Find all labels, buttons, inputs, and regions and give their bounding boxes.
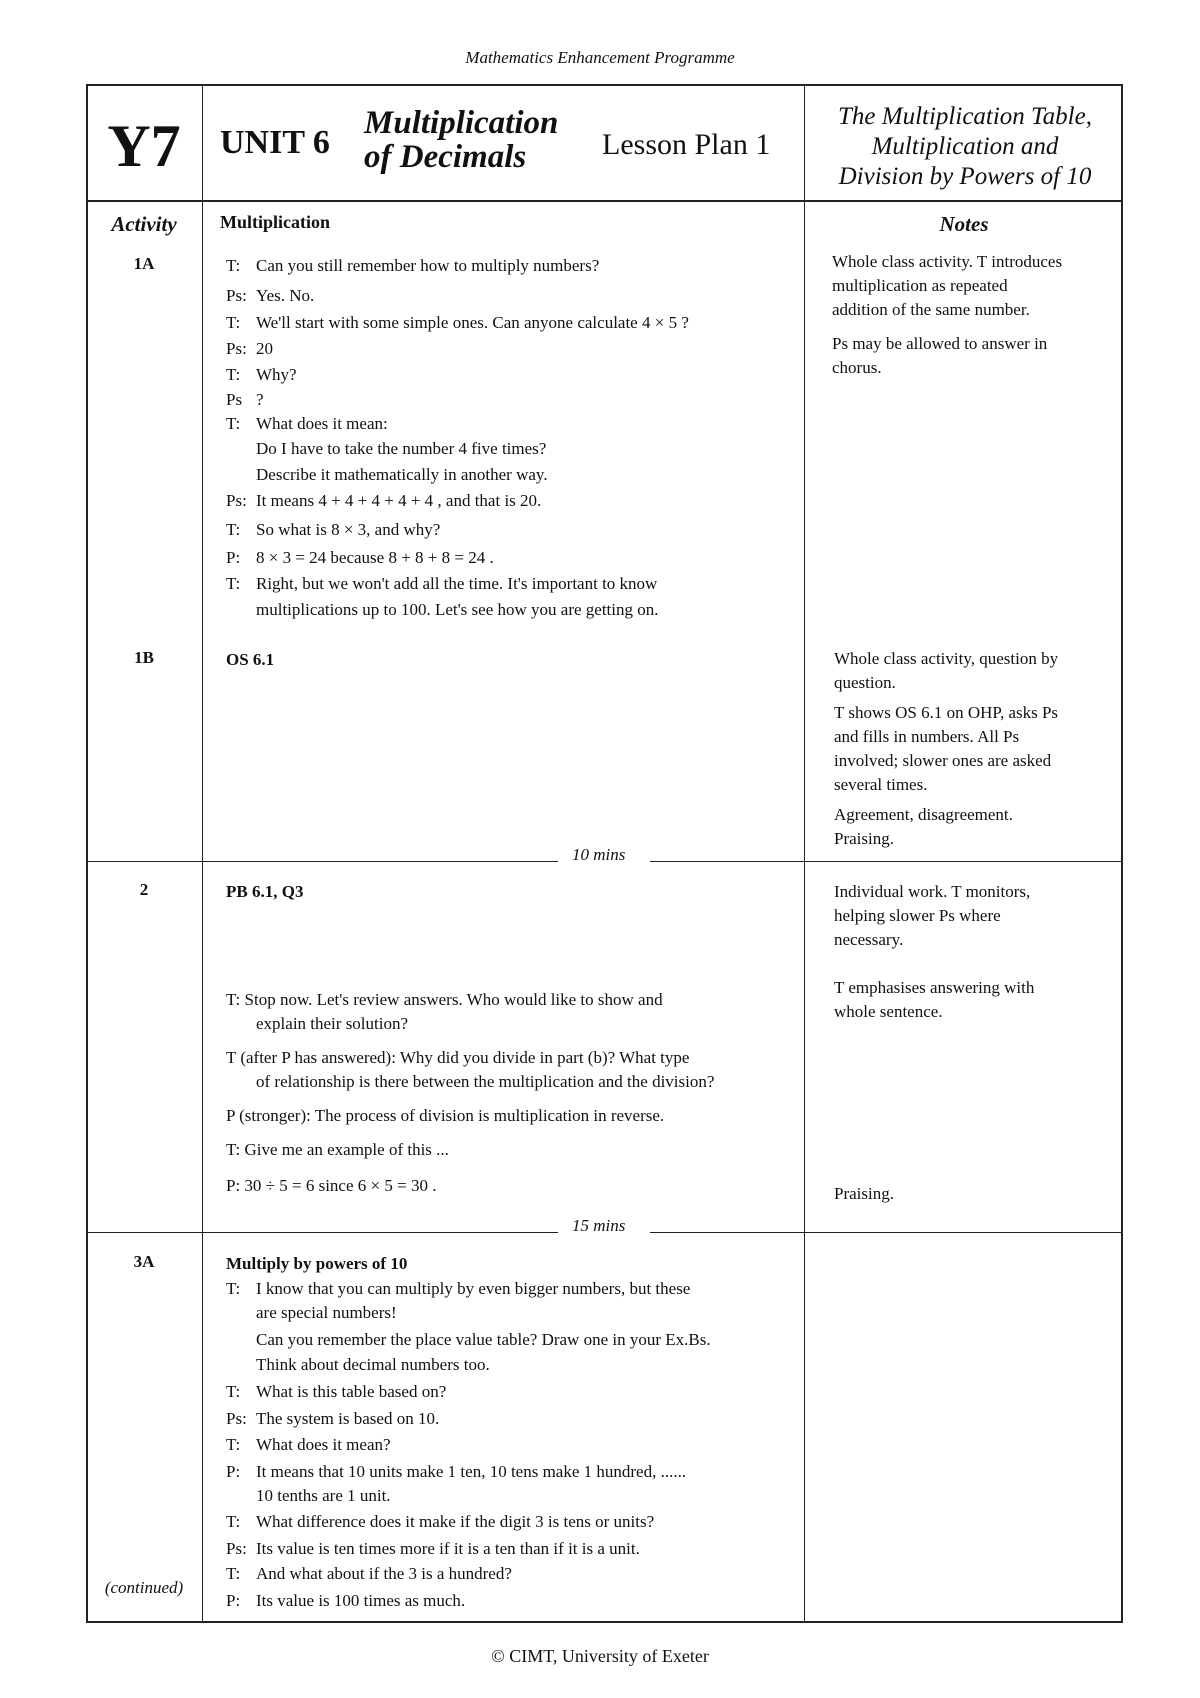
notes-1a — [832, 250, 1117, 380]
lesson-title-line1: The Multiplication Table, — [838, 103, 1092, 130]
year-label: Y7 — [107, 113, 181, 179]
activity-id-3a: 3A — [133, 1252, 155, 1271]
lesson-title-line3: Division by Powers of 10 — [838, 163, 1092, 190]
dialogue-line: P (stronger): The process of division is multiplication in reverse. — [226, 1106, 665, 1125]
table-border-bottom — [86, 1621, 1123, 1623]
table-border-right — [1121, 84, 1123, 1623]
activity-id-2: 2 — [139, 880, 149, 899]
running-header: Mathematics Enhancement Programme — [465, 48, 735, 67]
note-line: Individual work. T monitors, — [834, 882, 1031, 901]
section-title-3a: Multiply by powers of 10 — [226, 1254, 408, 1273]
note-line: question. — [834, 673, 896, 692]
activity-id-1b: 1B — [134, 648, 154, 667]
unit-title-line2: of Decimals — [364, 139, 527, 175]
lesson-label: Lesson Plan 1 — [602, 128, 771, 161]
note-line: Agreement, disagreement. — [834, 805, 1013, 824]
timing-15-mins: 15 mins — [558, 1216, 639, 1236]
section-divider-2a — [86, 1232, 558, 1233]
note-line: helping slower Ps where — [834, 906, 1001, 925]
note-line: necessary. — [834, 930, 904, 949]
pb-reference: PB 6.1, Q3 — [226, 882, 304, 901]
note-line: Ps may be allowed to answer in — [832, 334, 1048, 353]
activity-heading: Activity — [111, 212, 177, 236]
table-border-left — [86, 84, 88, 1623]
note-line: T shows OS 6.1 on OHP, asks Ps — [834, 703, 1059, 722]
dialogue-line: explain their solution? — [256, 1014, 409, 1033]
timing-10-mins: 10 mins — [558, 845, 639, 865]
table-border-top — [86, 84, 1123, 86]
dialogue-line: T: Stop now. Let's review answers. Who would like to show and — [226, 990, 663, 1009]
dialogue-line: of relationship is there between the multiplication and the division? — [256, 1072, 715, 1091]
lesson-title-line2: Multiplication and — [871, 133, 1059, 160]
note-line: Whole class activity, question by — [834, 649, 1059, 668]
col-divider-1 — [202, 84, 203, 1622]
os-reference: OS 6.1 — [226, 650, 275, 669]
note-line: multiplication as repeated — [832, 276, 1008, 295]
notes-2 — [834, 880, 1119, 1024]
col-divider-2 — [804, 84, 805, 1622]
lesson-title — [806, 102, 1124, 192]
section-divider-1a — [86, 861, 558, 862]
notes-2-praising: Praising. — [834, 1184, 894, 1203]
notes-heading: Notes — [939, 212, 989, 236]
note-line: addition of the same number. — [832, 300, 1030, 319]
unit-title — [364, 106, 558, 174]
activity-id-1a: 1A — [133, 254, 155, 273]
note-line: chorus. — [832, 358, 882, 377]
topic-heading: Multiplication — [220, 212, 331, 232]
unit-title-line1: Multiplication — [364, 105, 559, 141]
note-line: several times. — [834, 775, 928, 794]
dialogue-line: P: 30 ÷ 5 = 6 since 6 × 5 = 30 . — [226, 1176, 437, 1195]
dialogue-line: T (after P has answered): Why did you divide in part (b)? What type — [226, 1048, 690, 1067]
note-line: Whole class activity. T introduces — [832, 252, 1063, 271]
dialogue-2 — [226, 988, 801, 1198]
footer: © CIMT, University of Exeter — [491, 1646, 709, 1666]
section-divider-2b — [650, 1232, 1123, 1233]
note-line: and fills in numbers. All Ps — [834, 727, 1020, 746]
header-divider — [86, 200, 1123, 202]
note-line: involved; slower ones are asked — [834, 751, 1052, 770]
note-line: Praising. — [834, 829, 894, 848]
note-line: whole sentence. — [834, 1002, 943, 1021]
notes-1b — [834, 647, 1119, 851]
note-line: T emphasises answering with — [834, 978, 1035, 997]
section-divider-1b — [650, 861, 1123, 862]
continued-label: (continued) — [104, 1578, 184, 1597]
dialogue-line: T: Give me an example of this ... — [226, 1140, 449, 1159]
unit-label: UNIT 6 — [220, 124, 330, 161]
